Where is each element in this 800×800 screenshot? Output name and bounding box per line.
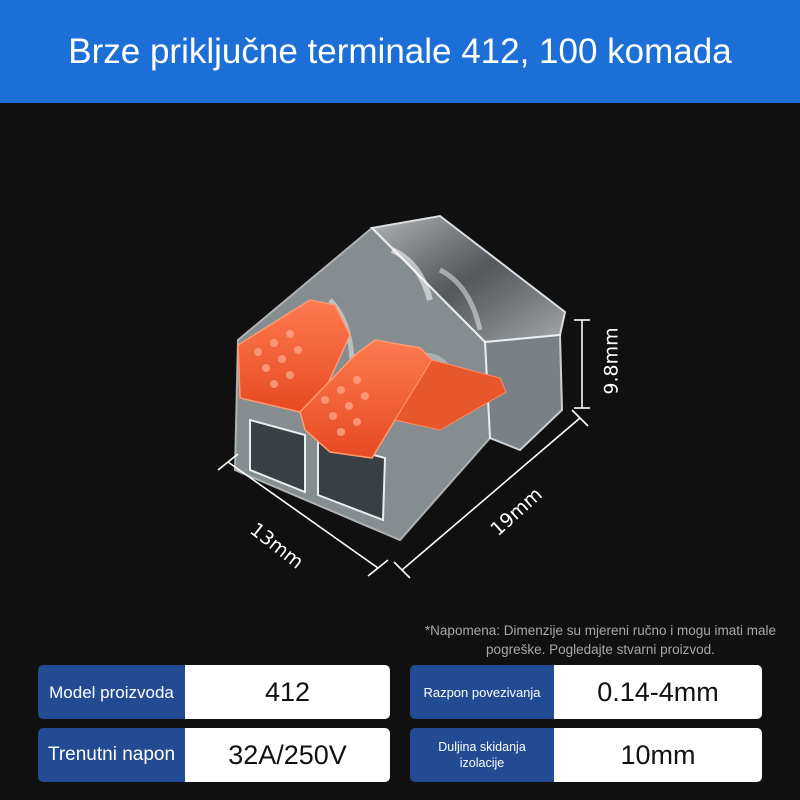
length-dimension-label: 19mm: [486, 483, 547, 541]
page-title: Brze priključne terminale 412, 100 komada: [68, 31, 732, 71]
height-dimension-label: 9.8mm: [600, 327, 623, 395]
spec-label: Model proizvoda: [38, 665, 185, 719]
spec-row-model: [38, 665, 390, 719]
spec-value: 32A/250V: [185, 728, 390, 782]
measurement-note: *Napomena: Dimenzije su mjereni ručno i mogu imati male pogreške. Pogledajte stvarni proizvod.: [424, 623, 777, 657]
spec-value: 10mm: [554, 728, 762, 782]
spec-label: Duljina skidanja izolacije: [410, 728, 554, 782]
spec-label: Razpon povezivanja: [410, 665, 554, 719]
spec-value: 0.14-4mm: [554, 665, 762, 719]
spec-label: Trenutni napon: [38, 728, 185, 782]
title-banner: [0, 0, 800, 103]
spec-value: 412: [185, 665, 390, 719]
product-image-area: [0, 103, 800, 663]
spec-row-voltage: [38, 728, 390, 782]
width-dimension-label: 13mm: [245, 518, 308, 574]
spec-row-strip-length: [410, 728, 762, 782]
spec-row-range: [410, 665, 762, 719]
connector-illustration: [0, 103, 800, 663]
